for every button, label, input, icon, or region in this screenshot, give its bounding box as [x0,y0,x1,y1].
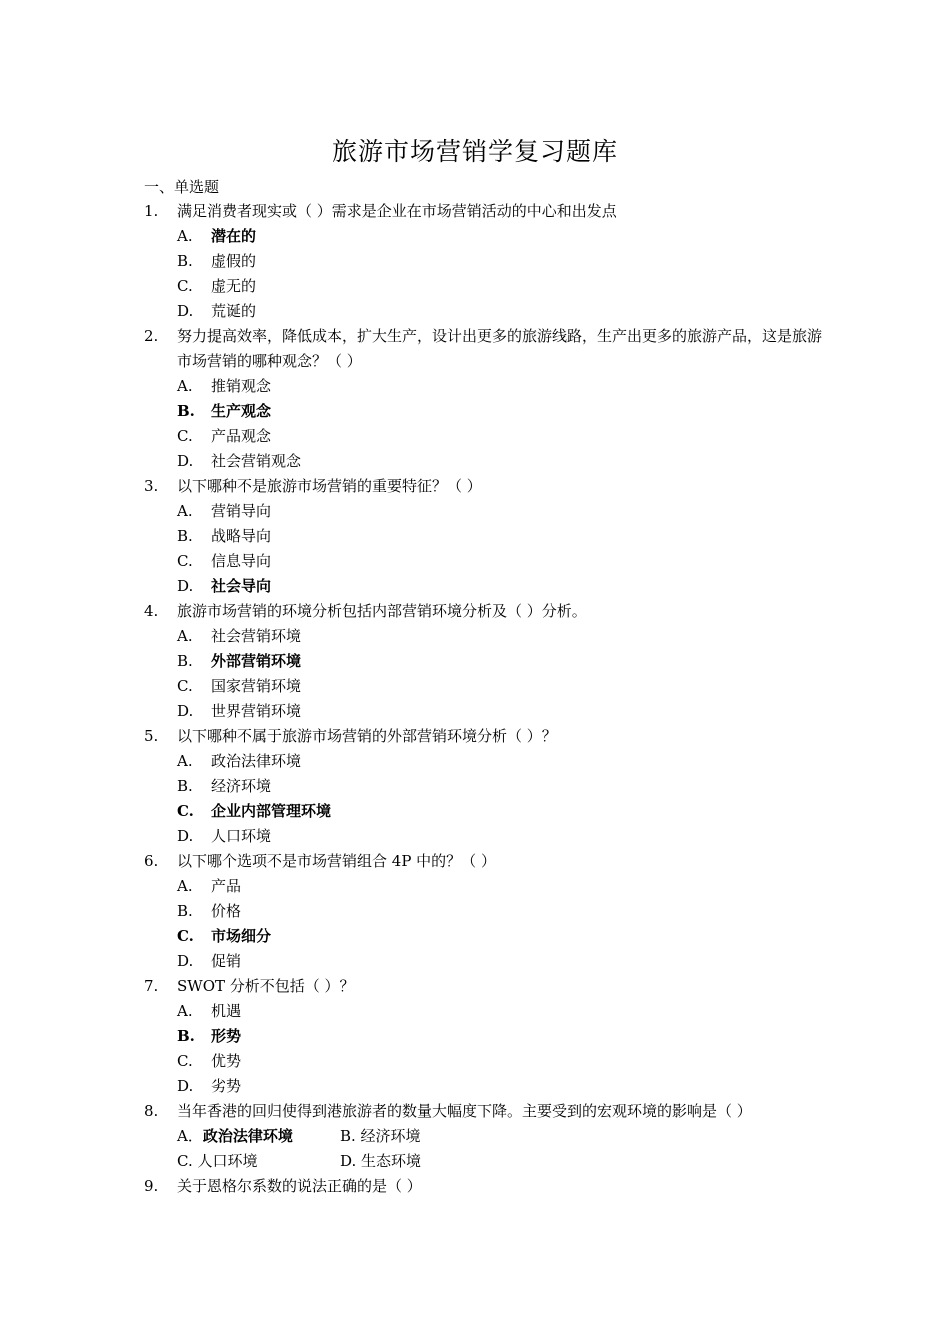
option-letter: D. [177,302,194,320]
question-8 [144,1099,824,1174]
option-letter: D. [177,827,194,845]
question-number: 4. [144,602,159,620]
option-letter: C. [177,552,193,570]
question-list [144,199,824,1199]
option-letter: D. [177,1077,194,1095]
option-text: 市场细分 [211,927,272,945]
option-letter: C. [177,427,193,445]
option-letter: D. [177,702,194,720]
option-letter: B. [177,1027,195,1045]
question-text: 努力提高效率，降低成本，扩大生产，设计出更多的旅游线路，生产出更多的旅游产品，这是旅游市场营销的哪种观念？（ ） [177,327,823,370]
option-a [144,374,824,399]
option-text: 产品 [211,877,242,895]
option-letter: B. [177,252,193,270]
question-7 [144,974,824,1099]
question-stem [144,1174,824,1199]
option-text: 人口环境 [211,827,272,845]
question-text: SWOT 分析不包括（ ）？ [177,977,355,995]
question-stem [144,724,824,749]
option-letter: B. [177,527,193,545]
option-letter: B. [177,652,193,670]
question-text: 当年香港的回归使得到港旅游者的数量大幅度下降。主要受到的宏观环境的影响是（ ） [177,1102,752,1120]
option-text: 产品观念 [211,427,272,445]
question-3 [144,474,824,599]
option-text: 世界营销环境 [211,702,302,720]
option-c [144,924,824,949]
option-b: B. 经济环境 [340,1127,421,1145]
option-letter: A. [177,877,193,895]
option-text: 形势 [211,1027,242,1045]
option-text: 机遇 [211,1002,242,1020]
option-letter: C. [177,1052,193,1070]
question-stem [144,199,824,224]
option-letter: A. [177,502,193,520]
option-b [144,774,824,799]
option-row [144,1149,824,1174]
option-text: 潜在的 [211,227,257,245]
option-letter: D. [177,577,194,595]
option-a [144,874,824,899]
option-b [144,899,824,924]
option-b [144,249,824,274]
option-letter: C. [177,277,193,295]
option-letter: A． [177,1127,203,1145]
option-d [144,449,824,474]
question-2 [144,324,824,474]
option-b [144,399,824,424]
option-text: 战略导向 [211,527,272,545]
page-title: 旅游市场营销学复习题库 [331,137,618,166]
question-number: 6. [144,852,159,870]
question-text: 以下哪种不属于旅游市场营销的外部营销环境分析（ ）？ [177,727,557,745]
section-heading: 一、单选题 [144,178,220,196]
question-stem [144,599,824,624]
question-number: 7. [144,977,159,995]
option-a [144,749,824,774]
option-d [144,574,824,599]
question-number: 9. [144,1177,159,1195]
question-stem [144,849,824,874]
option-a [144,999,824,1024]
option-d: D. 生态环境 [340,1152,422,1170]
option-c [144,1049,824,1074]
option-c [144,674,824,699]
option-text: 营销导向 [211,502,272,520]
option-letter: B. [177,402,195,420]
option-text: 促销 [211,952,242,970]
question-stem [144,974,824,999]
option-text: 社会营销环境 [211,627,302,645]
option-letter: A. [177,752,193,770]
question-9 [144,1174,824,1199]
question-stem [144,474,824,499]
option-text: 企业内部管理环境 [211,802,332,820]
option-a [177,1124,293,1149]
question-text: 旅游市场营销的环境分析包括内部营销环境分析及（ ）分析。 [177,602,587,620]
question-5 [144,724,824,849]
option-text: 虚假的 [211,252,257,270]
option-letter: B. [177,902,193,920]
option-letter: D. [177,952,194,970]
option-letter: A. [177,1002,193,1020]
question-stem [144,1099,824,1124]
option-text: 推销观念 [211,377,272,395]
option-text: 外部营销环境 [211,652,302,670]
question-text: 以下哪个选项不是市场营销组合 4P 中的？（ ） [177,852,496,870]
option-b [144,649,824,674]
option-b [144,524,824,549]
option-text: 价格 [211,902,242,920]
option-text: 生产观念 [211,402,272,420]
option-row [144,1124,824,1149]
question-1 [144,199,824,324]
question-text: 以下哪种不是旅游市场营销的重要特征？（ ） [177,477,482,495]
option-letter: A. [177,627,193,645]
option-d [144,824,824,849]
option-letter: C. [177,802,194,820]
question-number: 5. [144,727,159,745]
option-d [144,299,824,324]
option-a [144,224,824,249]
option-text: 社会导向 [211,577,272,595]
option-d [144,699,824,724]
option-c [144,424,824,449]
option-text: 社会营销观念 [211,452,302,470]
option-letter: A. [177,227,193,245]
question-number: 8. [144,1102,159,1120]
option-letter: C. [177,927,194,945]
option-text: 劣势 [211,1077,242,1095]
question-number: 3. [144,477,159,495]
option-text: 政治法律环境 [202,1127,293,1145]
option-letter: A. [177,377,193,395]
question-number: 1. [144,202,159,220]
option-letter: C. [177,677,193,695]
option-d [144,1074,824,1099]
option-a [144,499,824,524]
option-text: 国家营销环境 [211,677,302,695]
question-number: 2. [144,327,159,345]
option-letter: B. [177,777,193,795]
question-6 [144,849,824,974]
option-text: 荒诞的 [211,302,257,320]
option-c [144,799,824,824]
question-4 [144,599,824,724]
option-b [144,1024,824,1049]
option-text: 优势 [211,1052,242,1070]
question-stem [144,324,824,374]
option-letter: D. [177,452,194,470]
option-c [144,549,824,574]
option-c: C. 人口环境 [177,1152,258,1170]
option-d [144,949,824,974]
question-text: 关于恩格尔系数的说法正确的是（ ） [177,1177,422,1195]
option-a [144,624,824,649]
question-text: 满足消费者现实或（ ）需求是企业在市场营销活动的中心和出发点 [177,202,617,220]
option-text: 信息导向 [211,552,272,570]
option-text: 政治法律环境 [211,752,302,770]
option-c [144,274,824,299]
option-text: 经济环境 [211,777,272,795]
option-text: 虚无的 [211,277,257,295]
